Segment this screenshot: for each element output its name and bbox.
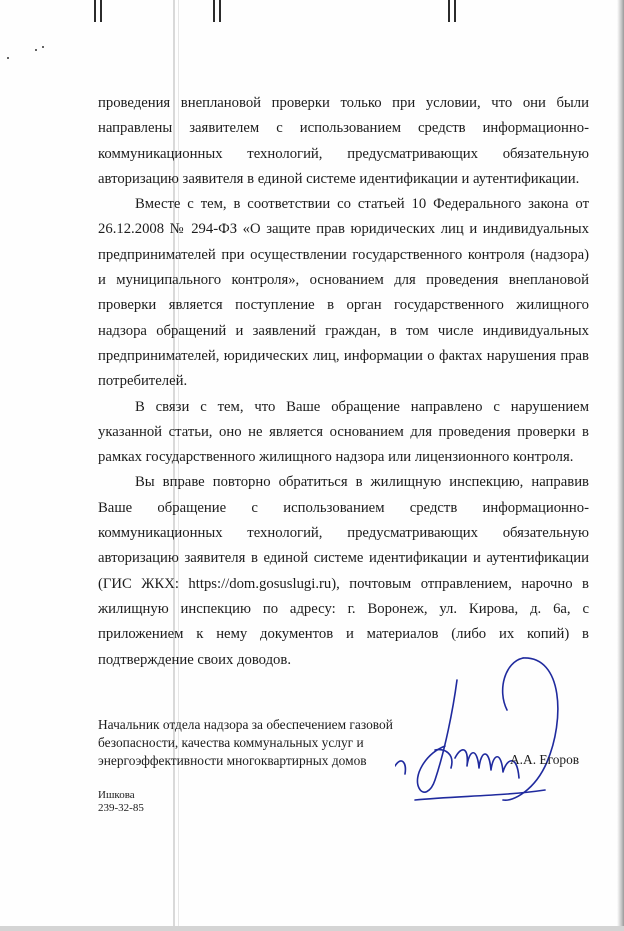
signatory-position-line: Начальник отдела надзора за обеспечением газовой: [98, 717, 393, 732]
scan-speck: [35, 49, 37, 51]
executor-info: [98, 789, 144, 815]
paragraph-continuation: проведения внеплановой проверки только при условии, что они были направлены заявителем с использованием средств информационно-коммуникационных технологий, предусматривающих обязательную авторизацию заявителя в единой системе идентификации и аутентификации.: [98, 95, 589, 187]
scan-speck: [42, 46, 44, 48]
letter-body: [98, 91, 589, 673]
scan-mark: [454, 0, 456, 22]
executor-name: Ишкова: [98, 789, 135, 801]
scan-mark: [213, 0, 215, 22]
executor-phone: 239-32-85: [98, 802, 144, 814]
signatory-position: [98, 716, 458, 770]
scan-mark: [100, 0, 102, 22]
scan-mark: [94, 0, 96, 22]
scan-mark: [219, 0, 221, 22]
scan-mark: [448, 0, 450, 22]
paragraph-conclusion: В связи с тем, что Ваше обращение направлено с нарушением указанной статьи, оно не является основанием для проведения проверки в рамках государственного жилищного надзора или лицензионного контроля.: [98, 398, 589, 466]
signatory-position-line: энергоэффективности многоквартирных домов: [98, 753, 367, 768]
scan-speck: [7, 57, 9, 59]
paragraph-legal-basis: Вместе с тем, в соответствии со статьей 10 Федерального закона от 26.12.2008 № 294-ФЗ «О защите прав юридических лиц и индивидуальных предпринимателей при осуществлении государственного контроля (надзора) и муниципального контроля», основанием для проведения внеплановой проверки является поступление в орган государственного жилищного надзора обращений и заявлений граждан, в том числе индивидуальных предпринимателей, юридических лиц, информации о фактах нарушения прав потребителей.: [98, 196, 589, 390]
scan-edge-bottom: [0, 926, 624, 931]
scan-edge-right: [617, 0, 624, 931]
signatory-name: А.А. Егоров: [510, 752, 580, 767]
paragraph-instructions: Вы вправе повторно обратиться в жилищную инспекцию, направив Ваше обращение с использованием средств информационно-коммуникационных технологий, предусматривающих обязательную авторизацию заявителя в единой системе идентификации и аутентификации (ГИС ЖКХ: https://dom.gosuslugi.ru), почтовым отправлением, нарочно в жилищную инспекцию по адресу: г. Воронеж, ул. Кирова, д. 6а, с приложением к нему документов и материалов (либо их копий) в подтверждение своих доводов.: [98, 474, 589, 668]
signatory-position-line: безопасности, качества коммунальных услуг и: [98, 735, 364, 750]
